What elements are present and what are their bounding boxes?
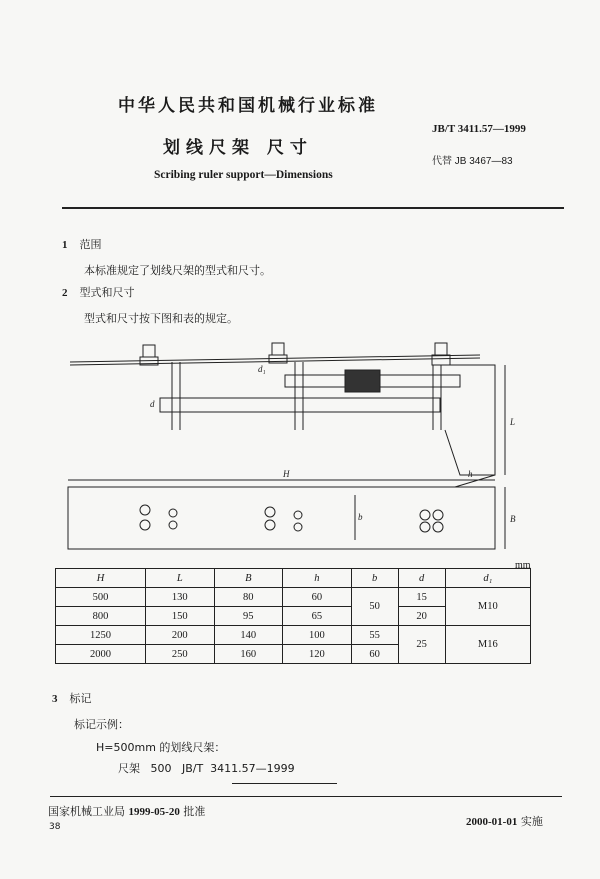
header-d: d (398, 569, 445, 588)
table-header-row (56, 569, 531, 588)
effective-line: 2000-01-01 实施 (466, 815, 543, 828)
cell: M10 (445, 588, 530, 626)
section-2-heading: 2 型式和尺寸 (62, 286, 135, 299)
header-H: H (56, 569, 146, 588)
cell: 120 (283, 645, 352, 664)
section-1-heading: 1 范围 (62, 238, 102, 251)
cell: 65 (283, 607, 352, 626)
clamp-1 (140, 345, 180, 430)
cell: 150 (146, 607, 215, 626)
cell: 250 (146, 645, 215, 664)
cell: 500 (56, 588, 146, 607)
technical-drawing (0, 335, 600, 560)
cell: 140 (214, 626, 283, 645)
header-B: B (214, 569, 283, 588)
table-row (56, 626, 531, 645)
replaces-standard: 代替 JB 3467—83 (432, 156, 513, 167)
label-B: B (510, 514, 516, 524)
cell: 160 (214, 645, 283, 664)
dimensions-table (55, 568, 531, 664)
section-1-text: 本标准规定了划线尺架的型式和尺寸。 (84, 264, 271, 277)
section-3-heading: 3 标记 (52, 692, 92, 705)
cell: 60 (283, 588, 352, 607)
end-rule (232, 783, 337, 784)
standard-code: JB/T 3411.57—1999 (432, 123, 526, 135)
cell: 20 (398, 607, 445, 626)
cell: 100 (283, 626, 352, 645)
table-row (56, 588, 531, 607)
cell: 800 (56, 607, 146, 626)
header-b: b (351, 569, 398, 588)
plan-view (68, 487, 495, 549)
header-d1: d₁ (445, 569, 530, 588)
header-divider (62, 207, 564, 209)
bolt-holes (140, 505, 443, 532)
cell: 1250 (56, 626, 146, 645)
label-b: b (358, 512, 363, 522)
english-title: Scribing ruler support—Dimensions (154, 169, 333, 181)
page-title: 划线尺架 尺寸 (163, 138, 313, 158)
header-h: h (283, 569, 352, 588)
issuing-organization: 中华人民共和国机械行业标准 (118, 96, 378, 116)
marking-example-label: 标记示例： (74, 718, 129, 731)
footer-divider (50, 796, 562, 797)
label-d: d (150, 399, 155, 409)
cell: 80 (214, 588, 283, 607)
cell: 95 (214, 607, 283, 626)
lower-rod (160, 398, 440, 412)
page-number: 38 (49, 822, 61, 832)
cell: 15 (398, 588, 445, 607)
knurled-nut (345, 370, 380, 392)
ruler-line (70, 355, 480, 362)
cell: 25 (398, 626, 445, 664)
cell: M16 (445, 626, 530, 664)
cell: 200 (146, 626, 215, 645)
approval-line: 国家机械工业局 1999-05-20 批准 (48, 805, 206, 818)
cell: 55 (351, 626, 398, 645)
header-L: L (146, 569, 215, 588)
unit-label: mm (515, 560, 531, 571)
marking-condition: H=500mm 的划线尺架： (96, 741, 226, 754)
cell: 60 (351, 645, 398, 664)
cell: 130 (146, 588, 215, 607)
label-h: h (468, 469, 473, 479)
marking-designation: 尺架 500 JB/T 3411.57—1999 (118, 762, 295, 775)
label-d1: d₁ (258, 364, 266, 374)
label-L: L (510, 417, 516, 427)
label-H: H (283, 469, 290, 479)
cell: 2000 (56, 645, 146, 664)
cell: 50 (351, 588, 398, 626)
section-2-text: 型式和尺寸按下图和表的规定。 (84, 312, 238, 325)
